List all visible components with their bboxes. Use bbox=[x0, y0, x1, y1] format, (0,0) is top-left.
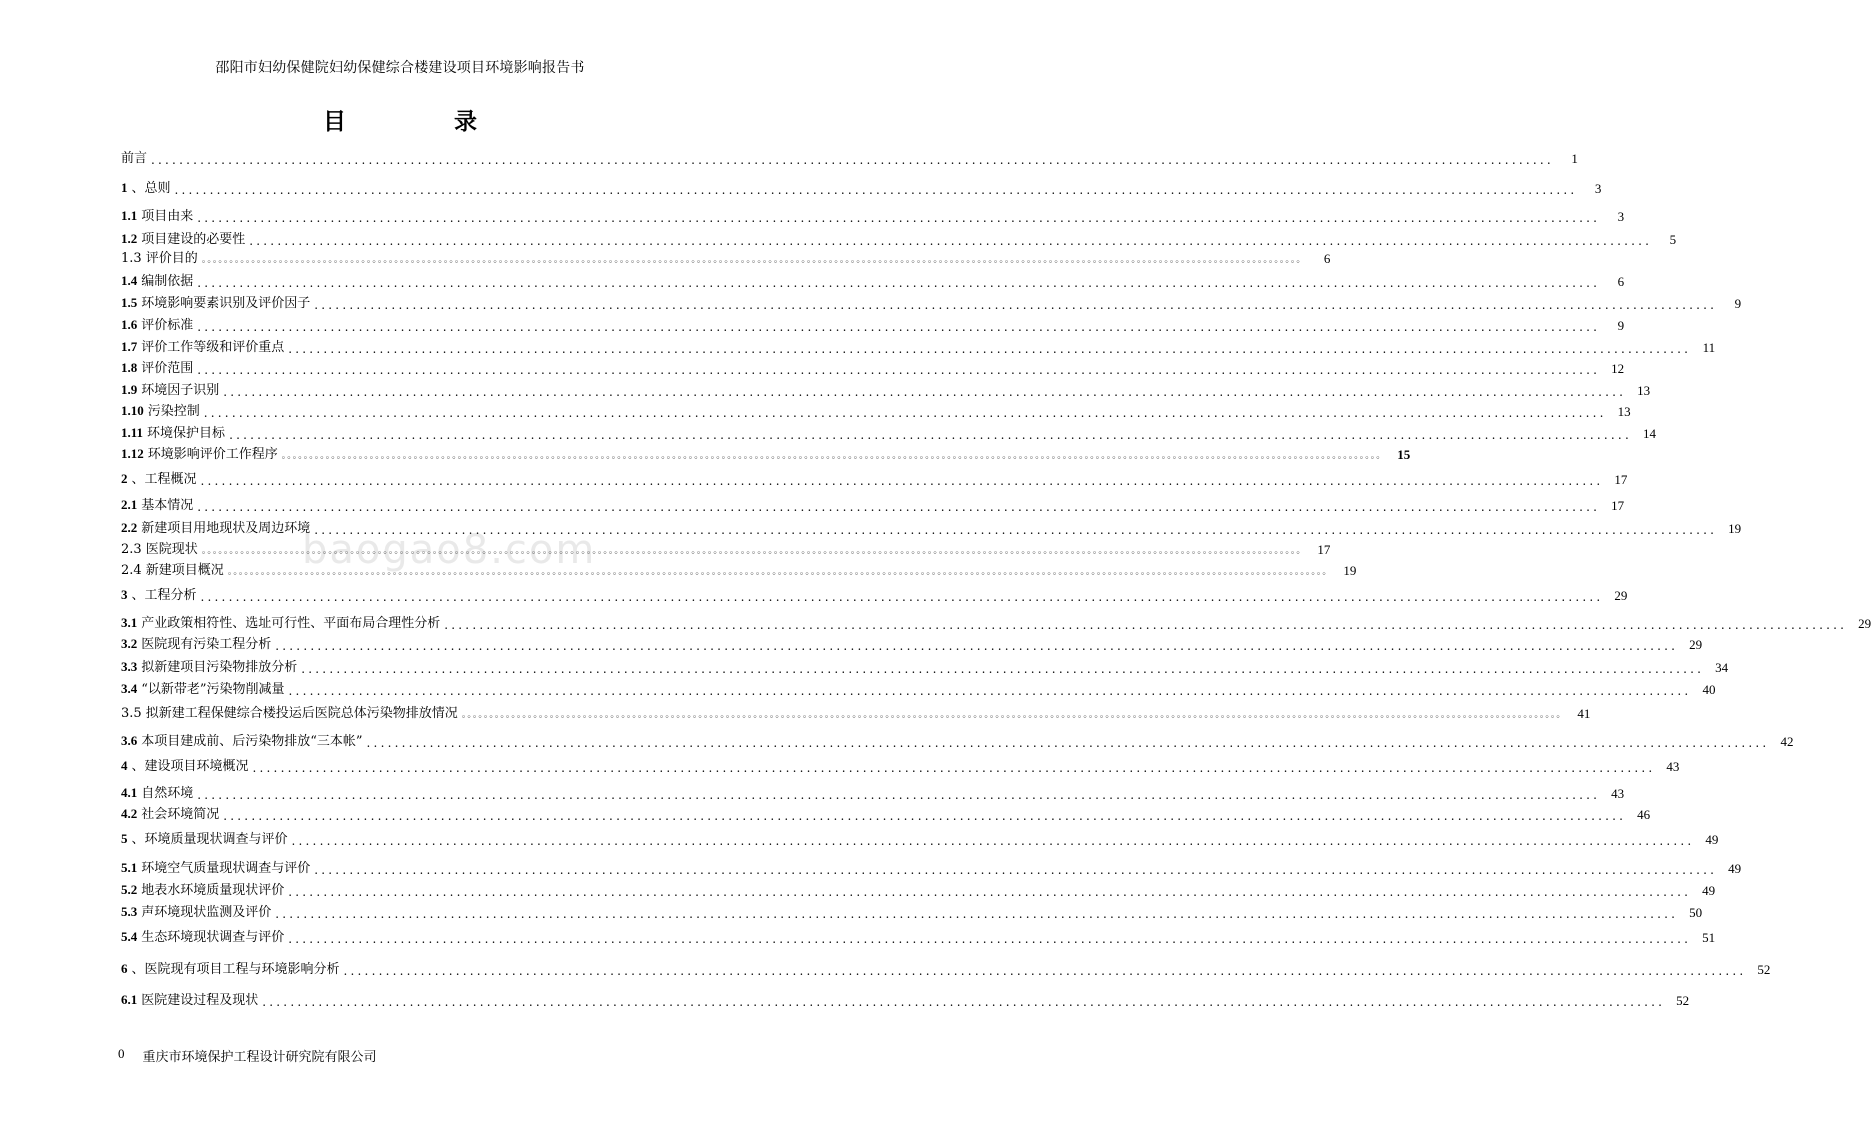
toc-entry-page: 42 bbox=[1780, 734, 1794, 749]
toc-entry-number: 1.8 bbox=[121, 360, 138, 375]
toc-entry-label bbox=[121, 992, 258, 1009]
toc-entry-text: 环境因子识别 bbox=[141, 383, 220, 398]
toc-entry-label bbox=[121, 636, 271, 653]
toc-entry-text: 项目建设的必要性 bbox=[141, 232, 246, 247]
toc-entry-text: 评价标准 bbox=[141, 318, 194, 333]
toc-leader-dots: ........................................................................................................................................................................................................ bbox=[223, 385, 1627, 399]
toc-entry-label bbox=[121, 706, 458, 722]
toc-leader-dots: ........................................................................................................................................................................................................ bbox=[197, 320, 1601, 334]
toc-entry-text: 评价工作等级和评价重点 bbox=[141, 340, 285, 355]
toc-entry-page: 49 bbox=[1702, 883, 1716, 898]
toc-entry[interactable] bbox=[121, 879, 1716, 899]
toc-entry[interactable] bbox=[121, 177, 1602, 197]
toc-entry-page: 43 bbox=[1666, 759, 1680, 774]
toc-leader-dots: ........................................................................................................................................................................................................ bbox=[197, 276, 1601, 290]
toc-leader-dots: ........................................................................................................................................................................................................ bbox=[314, 298, 1718, 312]
toc-entry[interactable] bbox=[121, 755, 1680, 775]
toc-entry-number: 5.4 bbox=[121, 929, 138, 944]
toc-leader-dots: ........................................................................................................................................................................................................ bbox=[223, 809, 1627, 823]
toc-entry-label bbox=[121, 961, 340, 978]
toc-entry[interactable] bbox=[121, 494, 1625, 514]
toc-entry[interactable] bbox=[121, 468, 1628, 488]
toc-entry[interactable] bbox=[121, 517, 1742, 537]
toc-entry-number: 5.1 bbox=[121, 860, 138, 875]
toc-leader-dots: 。。。。。。。。。。。。。。。。。。。。。。。。。。。。。。。。。。。。。。。。。。。。。。。。。。。。。。。。。。。。。。。。。。。。。。。。。。。。。。。。。。。。。。。。。。。。。。。。。。。。。。。。。。。。。。。。。。。。。。。。。。。。。。。。。。。。。。。。。。。。。。。。。。。。。。。。。。。。。。。。。。。。。。。。。。。。。。。。。。。。。。。。。。。。。。。。。。。。。。。。 bbox=[461, 710, 1567, 720]
toc-entry-page: 1 bbox=[1571, 151, 1578, 166]
toc-entry-page: 49 bbox=[1705, 832, 1719, 847]
toc-entry-page: 29 bbox=[1858, 616, 1871, 631]
toc-leader-dots: ........................................................................................................................................................................................................ bbox=[275, 907, 1679, 921]
toc-entry-page: 13 bbox=[1617, 404, 1631, 419]
toc-entry-page: 52 bbox=[1676, 993, 1690, 1008]
toc-entry-number: 1.7 bbox=[121, 339, 138, 354]
toc-entry-number: 1.10 bbox=[121, 403, 144, 418]
toc-entry-number: 3.3 bbox=[121, 659, 138, 674]
toc-entry[interactable] bbox=[121, 803, 1651, 823]
toc-entry-page: 34 bbox=[1715, 660, 1729, 675]
toc-entry-number: 1.12 bbox=[121, 446, 144, 461]
toc-entry[interactable] bbox=[121, 559, 1357, 579]
toc-leader-dots: ........................................................................................................................................................................................................ bbox=[174, 183, 1578, 197]
toc-entry-text: “以新带老”污染物削减量 bbox=[141, 682, 285, 697]
toc-entry[interactable] bbox=[121, 422, 1656, 442]
toc-entry-page: 17 bbox=[1317, 542, 1331, 557]
toc-entry-label bbox=[121, 659, 297, 676]
toc-entry-number: 1.9 bbox=[121, 382, 138, 397]
toc-entry[interactable] bbox=[121, 656, 1729, 676]
toc-entry-number: 1.11 bbox=[121, 425, 144, 440]
toc-entry-page: 11 bbox=[1702, 340, 1716, 355]
toc-entry-label bbox=[121, 904, 271, 921]
table-of-contents bbox=[121, 0, 1871, 1132]
toc-entry-label bbox=[121, 273, 193, 290]
toc-entry-number: 4.1 bbox=[121, 785, 138, 800]
toc-entry-text: 3.5 拟新建工程保健综合楼投运后医院总体污染物排放情况 bbox=[121, 706, 458, 721]
toc-entry-text: 环境保护目标 bbox=[147, 426, 226, 441]
toc-entry-text: 本项目建成前、后污染物排放“三本帐” bbox=[141, 734, 363, 749]
toc-entry[interactable] bbox=[121, 678, 1716, 698]
toc-entry[interactable] bbox=[121, 926, 1716, 946]
toc-entry-label bbox=[121, 360, 193, 377]
toc-leader-dots: 。。。。。。。。。。。。。。。。。。。。。。。。。。。。。。。。。。。。。。。。。。。。。。。。。。。。。。。。。。。。。。。。。。。。。。。。。。。。。。。。。。。。。。。。。。。。。。。。。。。。。。。。。。。。。。。。。。。。。。。。。。。。。。。。。。。。。。。。。。。。。。。。。。。。。。。。。。。。。。。。。。。。。。。。。。。。。。。。。。。。。。。。。。。。。。。。。。。。。。。。 bbox=[201, 546, 1307, 556]
toc-entry-page: 19 bbox=[1728, 521, 1742, 536]
toc-entry-number: 5.2 bbox=[121, 882, 138, 897]
toc-entry-label bbox=[121, 860, 310, 877]
toc-entry-text: 、工程分析 bbox=[131, 588, 197, 603]
toc-entry-page: 12 bbox=[1611, 361, 1625, 376]
toc-entry[interactable] bbox=[121, 633, 1703, 653]
toc-leader-dots: ........................................................................................................................................................................................................ bbox=[197, 788, 1601, 802]
toc-entry-page: 29 bbox=[1689, 637, 1703, 652]
toc-leader-dots: ........................................................................................................................................................................................................ bbox=[197, 500, 1601, 514]
toc-leader-dots: ........................................................................................................................................................................................................ bbox=[288, 932, 1692, 946]
toc-leader-dots: ........................................................................................................................................................................................................ bbox=[252, 761, 1656, 775]
toc-entry[interactable] bbox=[121, 989, 1690, 1009]
toc-entry-page: 52 bbox=[1757, 962, 1771, 977]
toc-entry-label bbox=[121, 180, 171, 197]
toc-entry-label bbox=[121, 733, 363, 750]
toc-entry-label bbox=[121, 425, 225, 442]
toc-entry-page: 3 bbox=[1594, 181, 1602, 196]
toc-entry-text: 2.3 医院现状 bbox=[121, 542, 198, 557]
toc-entry-text: 医院现有污染工程分析 bbox=[141, 637, 272, 652]
toc-entry-number: 1.4 bbox=[121, 273, 138, 288]
toc-entry-text: 、医院现有项目工程与环境影响分析 bbox=[131, 962, 340, 977]
toc-leader-dots: ........................................................................................................................................................................................................ bbox=[249, 234, 1653, 248]
toc-entry-text: 评价范围 bbox=[141, 361, 194, 376]
toc-entry-text: 地表水环境质量现状评价 bbox=[141, 883, 285, 898]
toc-entry-label bbox=[121, 251, 198, 267]
toc-entry-text: 拟新建项目污染物排放分析 bbox=[141, 660, 298, 675]
toc-entry-label bbox=[121, 785, 193, 802]
page-footer bbox=[118, 1046, 377, 1065]
toc-entry-text: 项目由来 bbox=[141, 209, 194, 224]
toc-entry-text: 社会环境简况 bbox=[141, 807, 220, 822]
toc-leader-dots: 。。。。。。。。。。。。。。。。。。。。。。。。。。。。。。。。。。。。。。。。。。。。。。。。。。。。。。。。。。。。。。。。。。。。。。。。。。。。。。。。。。。。。。。。。。。。。。。。。。。。。。。。。。。。。。。。。。。。。。。。。。。。。。。。。。。。。。。。。。。。。。。。。。。。。。。。。。。。。。。。。。。。。。。。。。。。。。。。。。。。。。。。。。。。。。。。。。。。。。。。 bbox=[227, 567, 1333, 577]
toc-entry-label bbox=[121, 615, 440, 632]
toc-entry-text: 生态环境现状调查与评价 bbox=[141, 930, 285, 945]
toc-entry-label bbox=[121, 208, 193, 225]
toc-entry[interactable] bbox=[121, 584, 1628, 604]
toc-entry-label bbox=[121, 403, 200, 420]
toc-leader-dots: ........................................................................................................................................................................................................ bbox=[197, 211, 1601, 225]
toc-leader-dots: 。。。。。。。。。。。。。。。。。。。。。。。。。。。。。。。。。。。。。。。。。。。。。。。。。。。。。。。。。。。。。。。。。。。。。。。。。。。。。。。。。。。。。。。。。。。。。。。。。。。。。。。。。。。。。。。。。。。。。。。。。。。。。。。。。。。。。。。。。。。。。。。。。。。。。。。。。。。。。。。。。。。。。。。。。。。。。。。。。。。。。。。。。。。。。。。。。。。。。。。。 bbox=[201, 255, 1307, 265]
toc-entry-page: 46 bbox=[1637, 807, 1651, 822]
toc-entry-label bbox=[121, 831, 288, 848]
toc-entry-label bbox=[121, 446, 278, 463]
toc-entry-text: 基本情况 bbox=[141, 498, 194, 513]
toc-entry-label bbox=[121, 382, 219, 399]
toc-entry-text: 污染控制 bbox=[147, 404, 200, 419]
toc-entry-label bbox=[121, 471, 197, 488]
toc-entry[interactable] bbox=[121, 147, 1578, 167]
toc-entry[interactable] bbox=[121, 958, 1771, 978]
toc-leader-dots: ........................................................................................................................................................................................................ bbox=[203, 406, 1607, 420]
toc-leader-dots: ........................................................................................................................................................................................................ bbox=[444, 618, 1848, 632]
toc-leader-dots: ........................................................................................................................................................................................................ bbox=[314, 523, 1718, 537]
toc-entry-number: 5 bbox=[121, 831, 128, 846]
toc-entry[interactable] bbox=[121, 857, 1742, 877]
toc-leader-dots: ........................................................................................................................................................................................................ bbox=[291, 834, 1695, 848]
toc-entry-number: 3 bbox=[121, 587, 128, 602]
toc-entry[interactable] bbox=[121, 270, 1625, 290]
toc-entry[interactable] bbox=[121, 247, 1331, 267]
toc-entry-text: 环境影响要素识别及评价因子 bbox=[141, 296, 311, 311]
toc-leader-dots: ........................................................................................................................................................................................................ bbox=[288, 342, 1692, 356]
toc-entry-number: 1.2 bbox=[121, 231, 138, 246]
toc-entry-text: 环境影响评价工作程序 bbox=[147, 447, 278, 462]
toc-entry-label bbox=[121, 882, 284, 899]
toc-entry-label bbox=[121, 806, 219, 823]
watermark: baogao8.com bbox=[302, 527, 597, 573]
toc-entry-page: 17 bbox=[1611, 498, 1625, 513]
toc-entry-number: 1 bbox=[121, 180, 128, 195]
toc-leader-dots: ........................................................................................................................................................................................................ bbox=[288, 885, 1692, 899]
toc-entry-number: 3.2 bbox=[121, 636, 138, 651]
toc-entry[interactable] bbox=[121, 336, 1716, 356]
toc-entry-text: 新建项目用地现状及周边环境 bbox=[141, 521, 311, 536]
toc-entry[interactable] bbox=[121, 828, 1719, 848]
toc-entry[interactable] bbox=[121, 730, 1794, 750]
toc-entry-text: 1.3 评价目的 bbox=[121, 251, 198, 266]
toc-title: 目 录 bbox=[322, 108, 527, 135]
toc-entry-label bbox=[121, 520, 310, 537]
toc-entry-page: 14 bbox=[1642, 426, 1656, 441]
toc-entry-text: 、工程概况 bbox=[131, 472, 197, 487]
toc-entry-text: 前言 bbox=[121, 151, 148, 166]
toc-entry-text: 、建设项目环境概况 bbox=[131, 759, 249, 774]
toc-entry[interactable] bbox=[121, 205, 1625, 225]
toc-entry[interactable] bbox=[121, 292, 1742, 312]
toc-entry[interactable] bbox=[121, 612, 1871, 632]
toc-leader-dots: ........................................................................................................................................................................................................ bbox=[197, 363, 1601, 377]
toc-leader-dots: ........................................................................................................................................................................................................ bbox=[200, 474, 1604, 488]
toc-entry-page: 51 bbox=[1702, 930, 1716, 945]
toc-entry-page: 19 bbox=[1343, 563, 1357, 578]
toc-entry[interactable] bbox=[121, 443, 1411, 463]
toc-entry-label bbox=[121, 339, 284, 356]
toc-entry-page: 5 bbox=[1669, 232, 1677, 247]
toc-entry[interactable] bbox=[121, 314, 1625, 334]
toc-leader-dots: ........................................................................................................................................................................................................ bbox=[262, 995, 1666, 1009]
toc-leader-dots: ........................................................................................................................................................................................................ bbox=[301, 662, 1705, 676]
toc-entry[interactable] bbox=[121, 228, 1677, 248]
toc-entry-text: 医院建设过程及现状 bbox=[141, 993, 259, 1008]
toc-entry-number: 1.6 bbox=[121, 317, 138, 332]
toc-entry-page: 13 bbox=[1637, 383, 1651, 398]
toc-entry-label bbox=[121, 317, 193, 334]
toc-entry-text: 、环境质量现状调查与评价 bbox=[131, 832, 288, 847]
toc-entry[interactable] bbox=[121, 538, 1331, 558]
toc-leader-dots: ........................................................................................................................................................................................................ bbox=[366, 736, 1770, 750]
toc-entry-number: 2.1 bbox=[121, 497, 138, 512]
toc-entry-page: 43 bbox=[1611, 786, 1625, 801]
toc-entry[interactable] bbox=[121, 901, 1703, 921]
toc-entry-label bbox=[121, 295, 310, 312]
toc-entry[interactable] bbox=[121, 782, 1625, 802]
toc-entry-label bbox=[121, 563, 224, 579]
toc-entry-label bbox=[121, 587, 197, 604]
toc-leader-dots: ........................................................................................................................................................................................................ bbox=[314, 863, 1718, 877]
toc-entry-page: 9 bbox=[1734, 296, 1742, 311]
toc-entry-page: 6 bbox=[1323, 251, 1331, 266]
toc-entry-text: 声环境现状监测及评价 bbox=[141, 905, 272, 920]
toc-entry-number: 6 bbox=[121, 961, 128, 976]
toc-entry-page: 41 bbox=[1577, 706, 1591, 721]
toc-leader-dots: ........................................................................................................................................................................................................ bbox=[151, 153, 1554, 167]
footer-page-number: 0 bbox=[118, 1046, 125, 1061]
toc-entry-page: 40 bbox=[1702, 682, 1716, 697]
toc-entry-page: 17 bbox=[1614, 472, 1628, 487]
toc-entry-number: 5.3 bbox=[121, 904, 138, 919]
toc-entry[interactable] bbox=[121, 400, 1631, 420]
toc-entry-page: 6 bbox=[1617, 274, 1625, 289]
toc-leader-dots: ........................................................................................................................................................................................................ bbox=[200, 590, 1604, 604]
toc-entry-number: 3.1 bbox=[121, 615, 138, 630]
toc-entry[interactable] bbox=[121, 702, 1591, 722]
toc-entry-text: 环境空气质量现状调查与评价 bbox=[141, 861, 311, 876]
toc-entry-label bbox=[121, 151, 147, 167]
footer-company: 重庆市环境保护工程设计研究院有限公司 bbox=[142, 1050, 377, 1065]
toc-entry-page: 29 bbox=[1614, 588, 1628, 603]
toc-entry-text: 、总则 bbox=[131, 181, 171, 196]
toc-leader-dots: ........................................................................................................................................................................................................ bbox=[229, 428, 1632, 442]
toc-leader-dots: ........................................................................................................................................................................................................ bbox=[288, 684, 1692, 698]
toc-entry-label bbox=[121, 758, 249, 775]
toc-entry-page: 15 bbox=[1397, 447, 1411, 462]
toc-entry-text: 自然环境 bbox=[141, 786, 194, 801]
running-header: 邵阳市妇幼保健院妇幼保健综合楼建设项目环境影响报告书 bbox=[215, 60, 585, 76]
toc-leader-dots: ........................................................................................................................................................................................................ bbox=[275, 639, 1679, 653]
toc-entry-label bbox=[121, 497, 193, 514]
toc-entry-label bbox=[121, 231, 245, 248]
toc-entry-page: 9 bbox=[1617, 318, 1625, 333]
toc-entry-number: 6.1 bbox=[121, 992, 138, 1007]
toc-entry-text: 编制依据 bbox=[141, 274, 194, 289]
toc-entry-page: 3 bbox=[1617, 209, 1625, 224]
toc-entry[interactable] bbox=[121, 379, 1651, 399]
toc-entry-label bbox=[121, 929, 284, 946]
toc-entry-page: 50 bbox=[1689, 905, 1703, 920]
toc-entry-number: 4 bbox=[121, 758, 128, 773]
toc-leader-dots: ........................................................................................................................................................................................................ bbox=[343, 964, 1747, 978]
toc-entry-number: 3.6 bbox=[121, 733, 138, 748]
toc-entry-label bbox=[121, 681, 285, 698]
toc-entry-number: 4.2 bbox=[121, 806, 138, 821]
toc-entry-number: 1.1 bbox=[121, 208, 138, 223]
toc-entry-page: 49 bbox=[1728, 861, 1742, 876]
toc-entry[interactable] bbox=[121, 357, 1625, 377]
toc-entry-number: 3.4 bbox=[121, 681, 138, 696]
toc-entry-text: 2.4 新建项目概况 bbox=[121, 563, 224, 578]
toc-entry-number: 2.2 bbox=[121, 520, 138, 535]
toc-entry-number: 2 bbox=[121, 471, 128, 486]
toc-entry-text: 产业政策相符性、选址可行性、平面布局合理性分析 bbox=[141, 616, 441, 631]
toc-entry-number: 1.5 bbox=[121, 295, 138, 310]
toc-entry-label bbox=[121, 542, 198, 558]
toc-leader-dots: 。。。。。。。。。。。。。。。。。。。。。。。。。。。。。。。。。。。。。。。。。。。。。。。。。。。。。。。。。。。。。。。。。。。。。。。。。。。。。。。。。。。。。。。。。。。。。。。。。。。。。。。。。。。。。。。。。。。。。。。。。。。。。。。。。。。。。。。。。。。。。。。。。。。。。。。。。。。。。。。。。。。。。。。。。。。。。。。。。。。。。。。。。。。。。。。。。。。。。。。。 bbox=[281, 451, 1387, 461]
